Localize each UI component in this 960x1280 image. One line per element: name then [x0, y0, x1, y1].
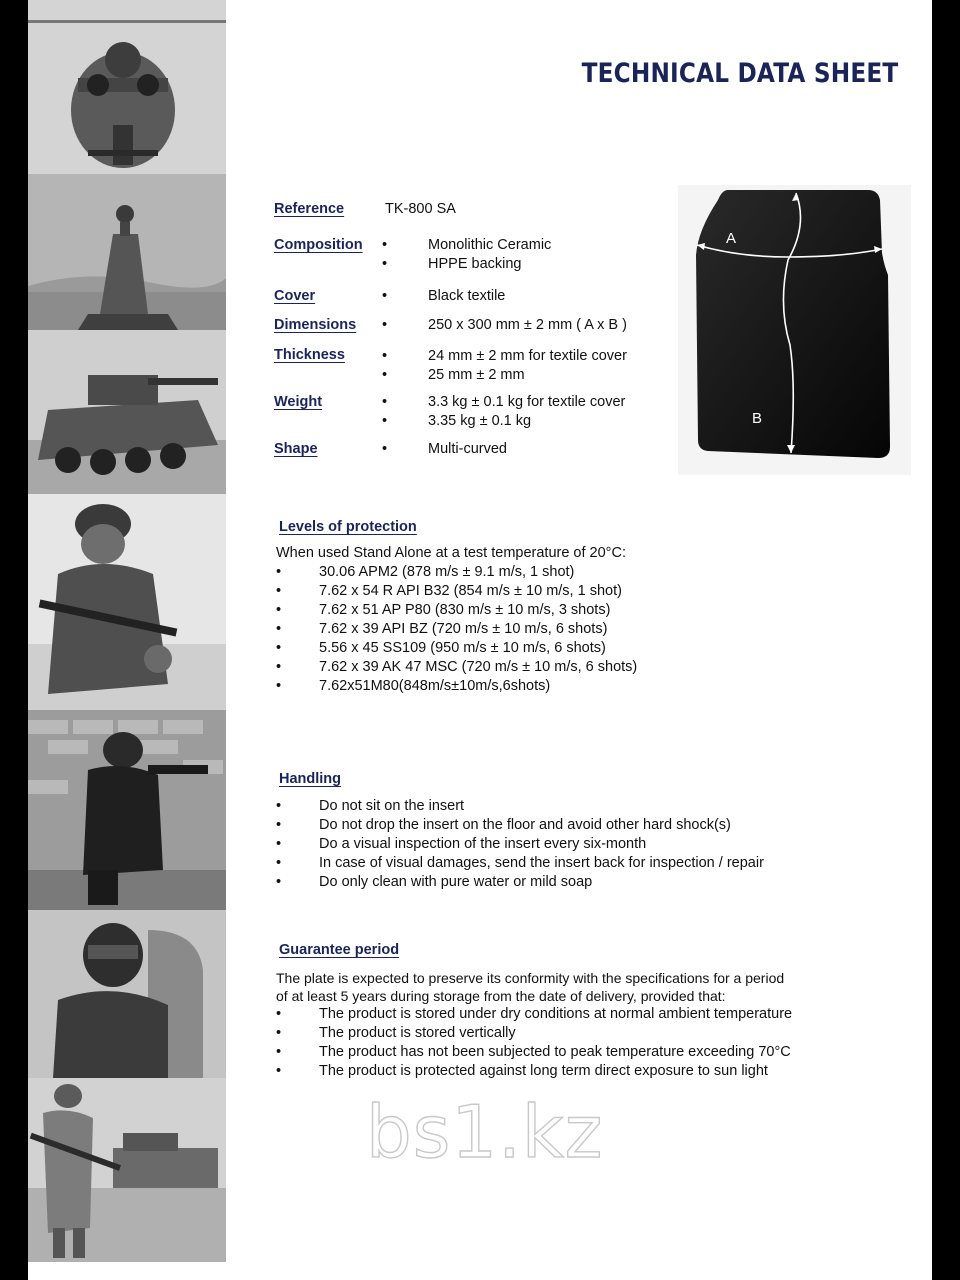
- spec-reference: [274, 201, 694, 221]
- handling-heading: Handling: [279, 771, 342, 787]
- spec-cover: Cover • Black textile: [274, 288, 506, 304]
- spec-label-dimensions: Dimensions: [274, 317, 357, 333]
- data-sheet-page: TECHNICAL DATA SHEET Reference TK-800 SA Composition • Monolithic Ceramic • HPPE backing Cover • Black textile Dimensions • 250 x 300 mm ± 2 mm ( A x B ) Thickness • 24 mm ± 2 mm for textile cover • 25 mm ± 2 mm Weight • 3.3 kg ± 0.1 kg for textile cover • 3.35 kg ± 0.1 kg Shape • Multi-curved A B Levels of protection When used Stand Alone at a test temperature of 20°C: • 30.06 APM2 (878 m/s ± 9.1 m/s, 1 shot) • 7.62 x 54 R API B32 (854 m/s ± 10 m/s, 1 shot) • 7.62 x 51 AP P80 (830 m/s ± 10 m/s, 3 shots) • 7.62 x 39 API BZ (720 m/s ± 10 m/s, 6 shots) • 5.56 x 45 SS109 (950 m/s ± 10 m/s, 6 shots) • 7.62 x 39 AK 47 MSC (720 m/s ± 10 m/s, 6 shots) • 7.62x51M80(848m/s±10m/s,6shots) Handling • Do not sit on the insert • Do not drop the insert on the floor and avoid other hard shock(s) • Do a visual inspection of the insert every six-month • In case of visual damages, send the insert back for inspection / repair • Do only clean with pure water or mild soap Guarantee period The plate is expected to preserve its conformity with the specifications for a period of at least 5 years during storage from the date of delivery, provided that: • The product is stored under dry conditions at normal ambient temperature • The product is stored vertically • The product has not been subjected to peak temperature exceeding 70°C • The product is protected against long term direct exposure to sun light bs1.kz: [28, 0, 932, 1280]
- protection-heading: Levels of protection: [279, 519, 417, 535]
- kneeling-officer-photo: [28, 710, 226, 910]
- guarantee-intro: [276, 969, 836, 1005]
- spec-dimensions: Dimensions • 250 x 300 mm ± 2 mm ( A x B ): [274, 317, 627, 333]
- spec-label-shape: Shape: [274, 441, 318, 457]
- spec-composition: Composition • Monolithic Ceramic • HPPE backing: [274, 237, 552, 272]
- spec-shape: Shape • Multi-curved: [274, 441, 507, 457]
- guarantee-heading: Guarantee period: [279, 942, 400, 958]
- guarantee-intro-line: The plate is expected to preserve its conformity with the specifications for a period: [276, 970, 785, 986]
- armored-vehicle-photo: [28, 330, 226, 494]
- spec-thickness: Thickness • 24 mm ± 2 mm for textile cover • 25 mm ± 2 mm: [274, 347, 627, 383]
- watermark: bs1.kz: [366, 1090, 604, 1174]
- photo-strip: [28, 0, 226, 1262]
- helicopter-photo: [28, 0, 226, 174]
- spec-label-composition: Composition: [274, 237, 363, 253]
- desert-soldier-photo: [28, 1078, 226, 1262]
- spec-label-reference: Reference: [274, 201, 345, 217]
- spec-label-weight: Weight: [274, 394, 323, 410]
- plate-label-b: B: [752, 410, 763, 427]
- page-title: TECHNICAL DATA SHEET: [581, 58, 898, 89]
- protection-intro: When used Stand Alone at a test temperature of 20°C:: [276, 545, 626, 561]
- spec-label-thickness: Thickness: [274, 347, 345, 363]
- armor-plate-image: [678, 185, 911, 475]
- warship-photo: [28, 174, 226, 330]
- guarantee-intro-line: of at least 5 years during storage from the date of delivery, provided that:: [276, 988, 726, 1004]
- plate-label-a: A: [726, 230, 737, 247]
- riot-police-photo: [28, 910, 226, 1078]
- soldier-photo: [28, 494, 226, 710]
- spec-weight: Weight • 3.3 kg ± 0.1 kg for textile cover • 3.35 kg ± 0.1 kg: [274, 394, 626, 429]
- spec-value-reference: TK-800 SA: [385, 201, 456, 217]
- spec-label-cover: Cover: [274, 288, 316, 304]
